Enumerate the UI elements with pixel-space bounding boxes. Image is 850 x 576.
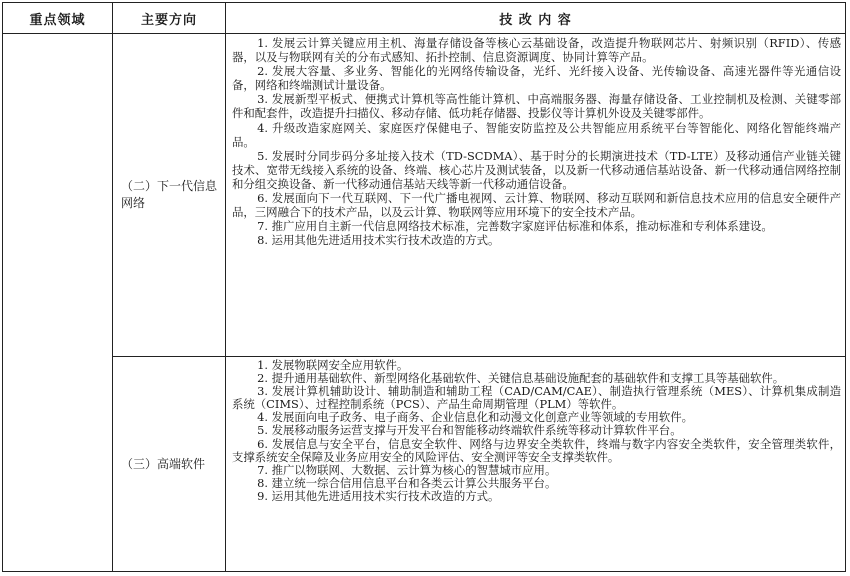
list-item: 6. 发展信息与安全平台，信息安全软件、网络与边界安全类软件，终端与数字内容安全类软件，安全管理类软件，支撑系统安全保障及业务应用安全的风险评估、安全测评等安全支撑类软件。 [232, 436, 841, 464]
header-direction: 主要方向 [113, 3, 226, 34]
list-item: 7. 推广以物联网、大数据、云计算为核心的智慧城市应用。 [257, 462, 557, 477]
direction-cell: （三）高端软件 [113, 357, 226, 572]
table-row [3, 357, 846, 572]
list-item: 4. 升级改造家庭网关、家庭医疗保健电子、智能安防监控及公共智能应用系统平台等智能化、网络化智能终端产品。 [232, 120, 841, 149]
list-item: 2. 发展大容量、多业务、智能化的光网络传输设备，光纤、光纤接入设备、光传输设备、高速光器件等光通信设备，网络和终端测试计量设备。 [232, 64, 841, 93]
content-cell [226, 357, 846, 572]
list-item: 3. 发展新型平板式、便携式计算机等高性能计算机、中高端服务器、海量存储设备、工业控制机及检测、关键零部件和配套件，改造提升扫描仪、移动存储、低功耗存储器、投影仪等计算机外设及关键零部件。 [232, 92, 841, 121]
list-item: 3. 发展计算机辅助设计、辅助制造和辅助工程（CAD/CAM/CAE）、制造执行管理系统（MES）、计算机集成制造系统（CIMS）、过程控制系统（PCS）、产品生命周期管理（PLM）等软件。 [232, 384, 841, 412]
list-item: 7. 推广应用自主新一代信息网络技术标准，完善数字家庭评估标准和体系，推动标准和专利体系建设。 [257, 219, 773, 234]
list-item: 6. 发展面向下一代互联网、下一代广播电视网、云计算、物联网、移动互联网和新信息技术应用的信息安全硬件产品，三网融合下的技术产品，以及云计算、物联网等应用环境下的安全技术产品。 [232, 191, 841, 220]
list-item: 5. 发展移动服务运营支撑与开发平台和智能移动终端软件系统等移动计算软件平台。 [257, 423, 682, 438]
content-cell [226, 34, 846, 357]
list-item: 8. 建立统一综合信用信息平台和各类云计算公共服务平台。 [257, 475, 557, 490]
header-row [3, 3, 846, 34]
header-key-area: 重点领域 [3, 3, 113, 34]
direction-cell: （二）下一代信息网络 [113, 34, 226, 357]
header-content: 技 改 内 容 [226, 3, 846, 34]
list-item: 2. 提升通用基础软件、新型网络化基础软件、关键信息基础设施配套的基础软件和支撑工具等基础软件。 [257, 371, 785, 386]
list-item: 1. 发展云计算关键应用主机、海量存储设备等核心云基础设备，改造提升物联网芯片、射频识别（RFID）、传感器，以及与物联网有关的分布式感知、拓扑控制、信息资源调度、协同计算等产品。 [232, 36, 841, 65]
list-item: 1. 发展物联网安全应用软件。 [257, 358, 409, 372]
list-item: 9. 运用其他先进适用技术实行技术改造的方式。 [257, 488, 500, 503]
list-item: 5. 发展时分同步码分多址接入技术（TD-SCDMA）、基于时分的长期演进技术（TD-LTE）及移动通信产业链关键技术、宽带无线接入系统的设备、终端、核心芯片及测试装备，以及新一代移动通信基站设备、新一代移动通信网络控制和分组交换设备、新一代移动通信基站天线等新一代移动通信设备。 [232, 148, 841, 191]
list-item: 4. 发展面向电子政务、电子商务、企业信息化和动漫文化创意产业等领域的专用软件。 [257, 410, 694, 425]
table-row [3, 34, 846, 357]
list-item: 8. 运用其他先进适用技术实行技术改造的方式。 [257, 233, 500, 248]
key-area-cell [3, 34, 113, 572]
policy-table [2, 2, 846, 572]
